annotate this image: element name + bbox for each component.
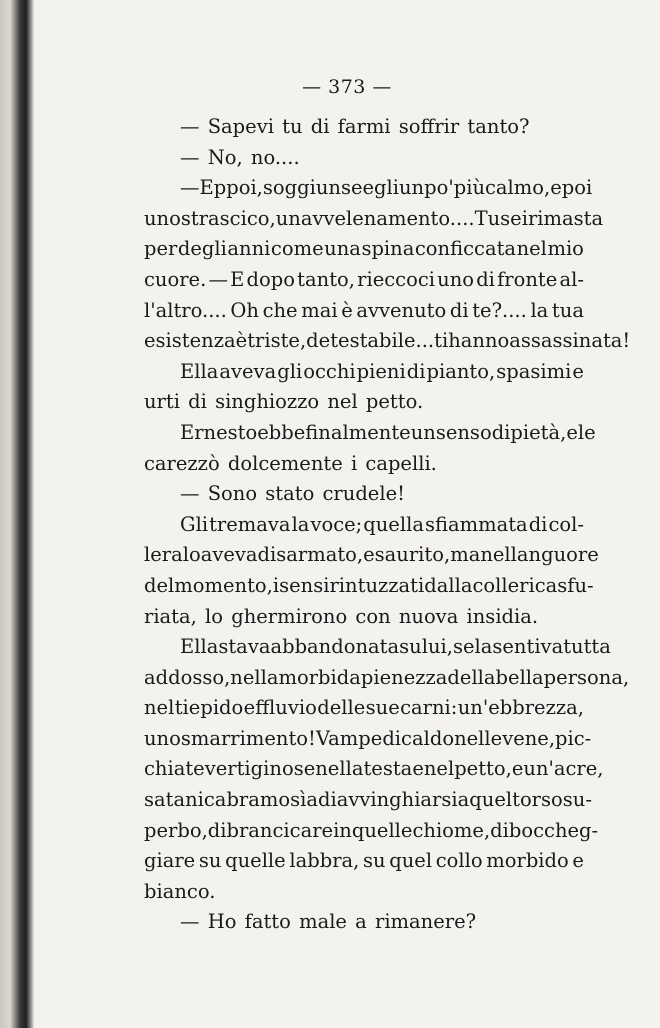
text-line: — Eppoi, soggiunse egli un po' più calmo, e poi	[180, 176, 593, 200]
text-line: Ernesto ebbe finalmente un senso di pietà, e le	[180, 420, 596, 444]
text-line: perbo, di brancicare in quelle chiome, di boccheg-	[144, 818, 599, 842]
text-line: — Ho fatto male a rimanere?	[180, 910, 477, 934]
text-line: satanica bramosìa di avvinghiarsi a quel torso su-	[144, 788, 592, 812]
text-line: uno smarrimento! Vampe di caldo nelle vene, pic-	[144, 726, 592, 750]
body-text	[144, 112, 631, 938]
text-line: Ella aveva gli occhi pieni di pianto, spasimi e	[180, 359, 584, 383]
text-line: riata, lo ghermirono con nuova insidia.	[144, 604, 539, 628]
text-line: Ella stava abbandonata su lui, se la sentiva tutta	[180, 635, 611, 659]
text-line: uno strascico, un avvelenamento.... Tu sei rimasta	[144, 206, 604, 230]
text-line: addosso, nella morbida pienezza della bella persona,	[144, 665, 630, 689]
text-line: per degli anni come una spina conficcata nel mio	[144, 237, 584, 261]
text-line: — No, no....	[180, 145, 300, 169]
text-line: carezzò dolcemente i capelli.	[144, 451, 437, 475]
text-line: lera lo aveva disarmato, esaurito, ma nel languore	[144, 543, 599, 567]
text-line: — Sono stato crudele!	[180, 482, 405, 506]
book-page	[34, 0, 660, 1028]
text-line: nel tiepido effluvio delle sue carni: un'ebbrezza,	[144, 696, 584, 720]
text-line: esistenza è triste, detestabile... ti hanno assassinata!	[144, 329, 631, 353]
page-number: — 373 —	[302, 76, 392, 98]
binding-edge	[0, 0, 34, 1028]
text-line: Gli tremava la voce; quella sfiammata di col-	[180, 512, 584, 536]
text-line: l'altro.... Oh che mai è avvenuto di te?.... la tua	[144, 298, 584, 322]
text-line: urti di singhiozzo nel petto.	[144, 390, 424, 414]
text-line: chiate vertiginose nella testa e nel petto, e un'acre,	[144, 757, 604, 781]
text-line: del momento, i sensi rintuzzati dalla collerica sfu-	[144, 573, 594, 597]
text-line: — Sapevi tu di farmi soffrir tanto?	[180, 115, 530, 138]
text-line: cuore. — E dopo tanto, rieccoci uno di fronte al-	[144, 267, 584, 291]
text-line: giare su quelle labbra, su quel collo morbido e	[144, 849, 584, 873]
text-line: bianco.	[144, 879, 216, 903]
